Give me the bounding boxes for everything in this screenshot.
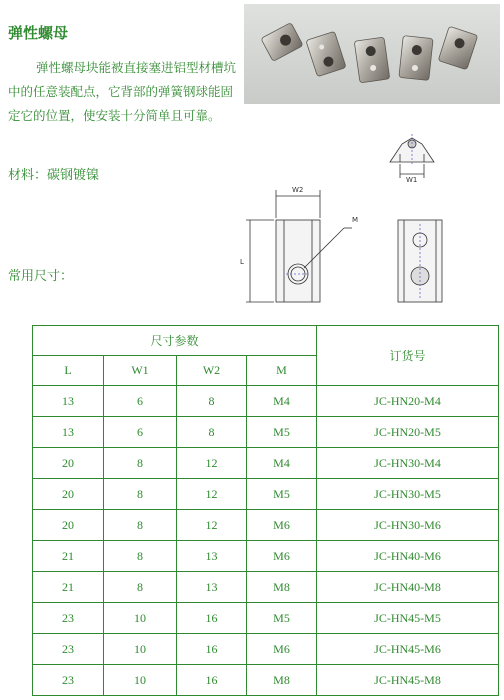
nut-4	[399, 36, 433, 81]
cell-w2: 16	[177, 665, 247, 696]
cell-w1: 8	[104, 510, 177, 541]
table-row	[33, 665, 499, 696]
cell-l: 20	[33, 448, 104, 479]
technical-drawing	[240, 124, 460, 312]
cell-m: M4	[247, 386, 317, 417]
column-header-l: L	[33, 356, 104, 386]
cell-l: 21	[33, 572, 104, 603]
cell-w1: 10	[104, 603, 177, 634]
cell-m: M5	[247, 417, 317, 448]
cell-w2: 12	[177, 510, 247, 541]
cell-order-number: JC-HN40-M8	[317, 572, 499, 603]
cell-l: 13	[33, 417, 104, 448]
table-row	[33, 634, 499, 665]
product-photo	[244, 4, 500, 104]
front-view	[240, 186, 358, 302]
cell-m: M6	[247, 510, 317, 541]
cell-m: M8	[247, 572, 317, 603]
cell-order-number: JC-HN45-M6	[317, 634, 499, 665]
table-row	[33, 448, 499, 479]
label-l: L	[240, 258, 244, 266]
cell-w1: 8	[104, 541, 177, 572]
cell-order-number: JC-HN45-M5	[317, 603, 499, 634]
cell-m: M4	[247, 448, 317, 479]
cell-order-number: JC-HN30-M4	[317, 448, 499, 479]
cell-order-number: JC-HN30-M5	[317, 479, 499, 510]
table-row	[33, 479, 499, 510]
cell-m: M5	[247, 603, 317, 634]
cell-l: 23	[33, 634, 104, 665]
cell-order-number: JC-HN20-M4	[317, 386, 499, 417]
label-w2: W2	[292, 186, 304, 194]
cell-l: 13	[33, 386, 104, 417]
table-row	[33, 417, 499, 448]
end-view	[390, 134, 434, 184]
material-text: 材料：碳钢镀镍	[8, 168, 100, 183]
table-row	[33, 541, 499, 572]
cell-w1: 10	[104, 634, 177, 665]
column-header-m: M	[247, 356, 317, 386]
table-row	[33, 603, 499, 634]
cell-l: 21	[33, 541, 104, 572]
order-number-header: 订货号	[317, 326, 499, 386]
cell-w2: 13	[177, 541, 247, 572]
cell-order-number: JC-HN45-M8	[317, 665, 499, 696]
cell-order-number: JC-HN40-M6	[317, 541, 499, 572]
table-row	[33, 510, 499, 541]
cell-order-number: JC-HN30-M6	[317, 510, 499, 541]
table-row	[33, 572, 499, 603]
label-w1: W1	[406, 176, 418, 184]
cell-order-number: JC-HN20-M5	[317, 417, 499, 448]
spec-table	[32, 325, 499, 696]
cell-w2: 8	[177, 417, 247, 448]
cell-m: M8	[247, 665, 317, 696]
cell-w2: 13	[177, 572, 247, 603]
cell-l: 20	[33, 510, 104, 541]
cell-w2: 12	[177, 448, 247, 479]
group-header: 尺寸参数	[33, 326, 317, 356]
column-header-w1: W1	[104, 356, 177, 386]
table-group-header-row	[33, 326, 499, 356]
table-row	[33, 386, 499, 417]
page-title: 弹性螺母	[8, 24, 69, 42]
cell-w1: 8	[104, 572, 177, 603]
cell-l: 20	[33, 479, 104, 510]
dimensions-label: 常用尺寸：	[8, 269, 74, 284]
column-header-w2: W2	[177, 356, 247, 386]
cell-m: M6	[247, 634, 317, 665]
nut-3	[354, 37, 390, 83]
cell-w1: 8	[104, 479, 177, 510]
cell-w2: 8	[177, 386, 247, 417]
label-m: M	[352, 216, 359, 224]
cell-l: 23	[33, 665, 104, 696]
cell-w1: 6	[104, 386, 177, 417]
cell-w1: 8	[104, 448, 177, 479]
cell-w2: 16	[177, 603, 247, 634]
cell-w2: 16	[177, 634, 247, 665]
cell-l: 23	[33, 603, 104, 634]
side-view	[398, 220, 442, 302]
cell-m: M6	[247, 541, 317, 572]
product-description: 弹性螺母块能被直接塞进铝型材槽坑中的任意装配点，它背部的弹簧钢球能固定它的位置，使安装十分简单且可靠。	[8, 60, 237, 123]
cell-m: M5	[247, 479, 317, 510]
cell-w1: 10	[104, 665, 177, 696]
cell-w2: 12	[177, 479, 247, 510]
cell-w1: 6	[104, 417, 177, 448]
